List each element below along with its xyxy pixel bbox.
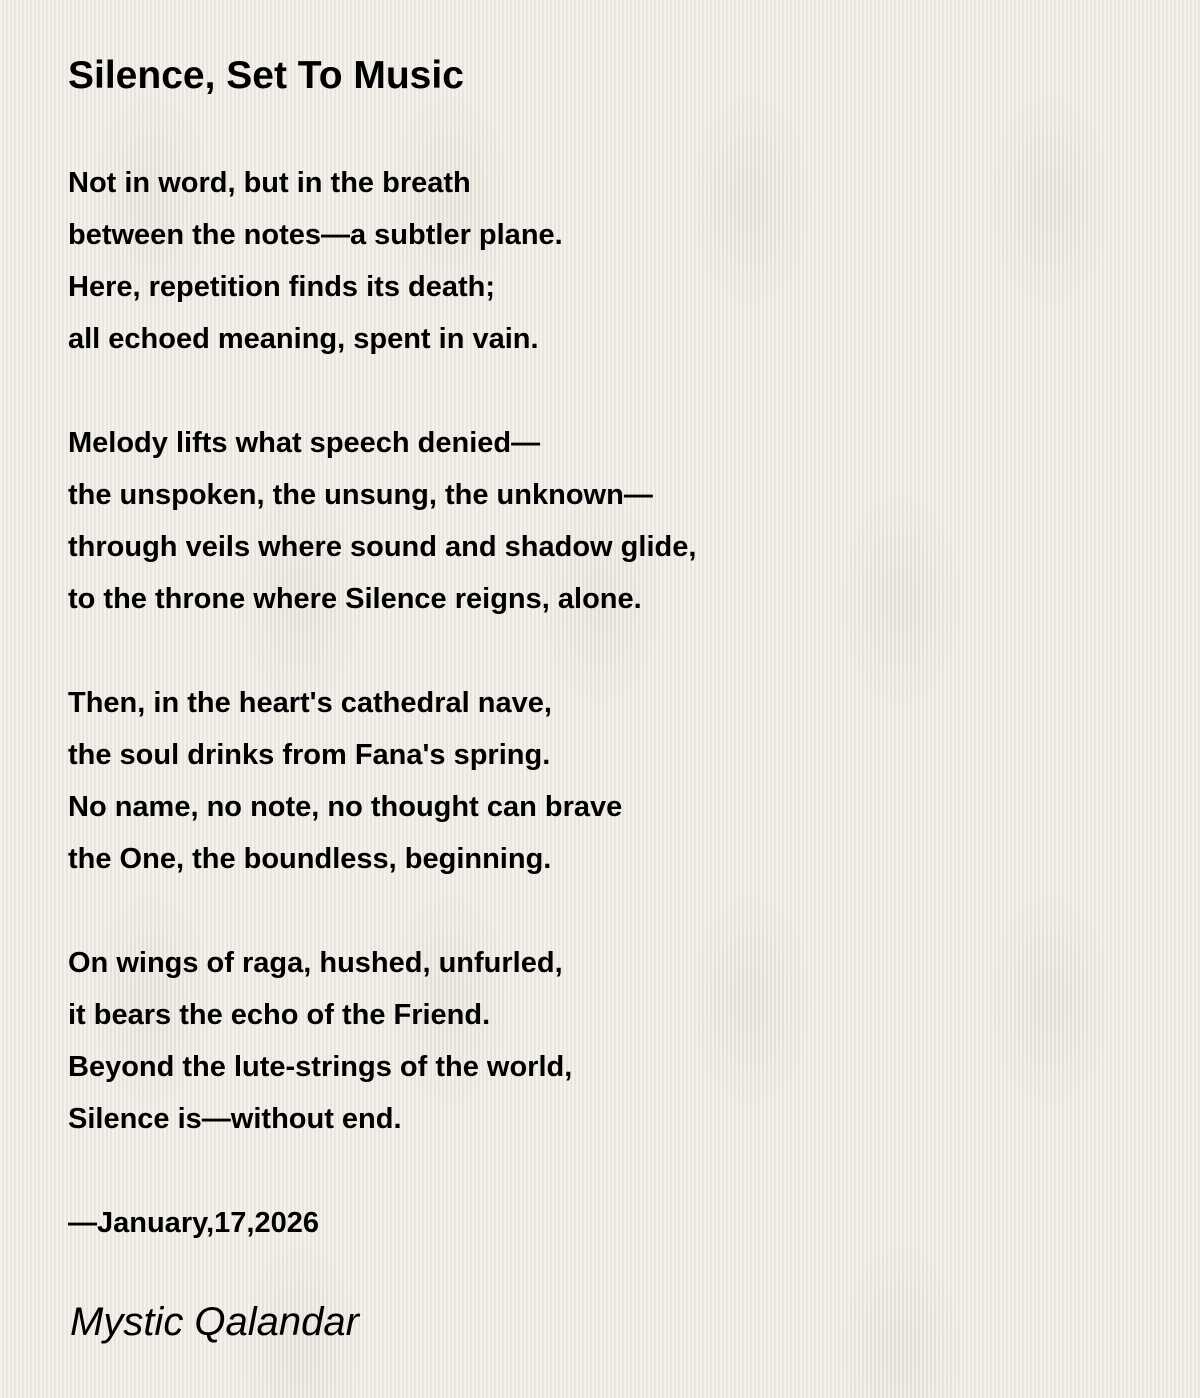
stanza-1 <box>68 157 1148 365</box>
poem-date: —January,17,2026 <box>68 1207 319 1239</box>
poem-title: Silence, Set To Music <box>68 54 464 97</box>
poem-line: to the throne where Silence reigns, alone. <box>68 583 642 615</box>
poem-author: Mystic Qalandar <box>70 1300 359 1344</box>
stanza-4 <box>68 937 1148 1145</box>
poem-line: the unspoken, the unsung, the unknown— <box>68 479 653 511</box>
poem-line: between the notes—a subtler plane. <box>68 219 563 251</box>
poem-line: Silence is—without end. <box>68 1103 402 1135</box>
poem-line: it bears the echo of the Friend. <box>68 999 491 1031</box>
stanza-3 <box>68 677 1148 885</box>
poem-line: No name, no note, no thought can brave <box>68 791 623 823</box>
stanza-2 <box>68 417 1148 625</box>
poem-line: Beyond the lute-strings of the world, <box>68 1051 573 1083</box>
poem-line: On wings of raga, hushed, unfurled, <box>68 947 563 979</box>
poem-line: Then, in the heart's cathedral nave, <box>68 687 552 719</box>
poem-body <box>68 157 1148 1249</box>
poem-page <box>68 52 1148 1249</box>
poem-line: all echoed meaning, spent in vain. <box>68 323 539 355</box>
poem-line: the soul drinks from Fana's spring. <box>68 739 551 771</box>
poem-line: Melody lifts what speech denied— <box>68 427 541 459</box>
poem-line: Not in word, but in the breath <box>68 167 471 199</box>
poem-line: Here, repetition finds its death; <box>68 271 495 303</box>
poem-line: through veils where sound and shadow glide, <box>68 531 697 563</box>
poem-line: the One, the boundless, beginning. <box>68 843 552 875</box>
